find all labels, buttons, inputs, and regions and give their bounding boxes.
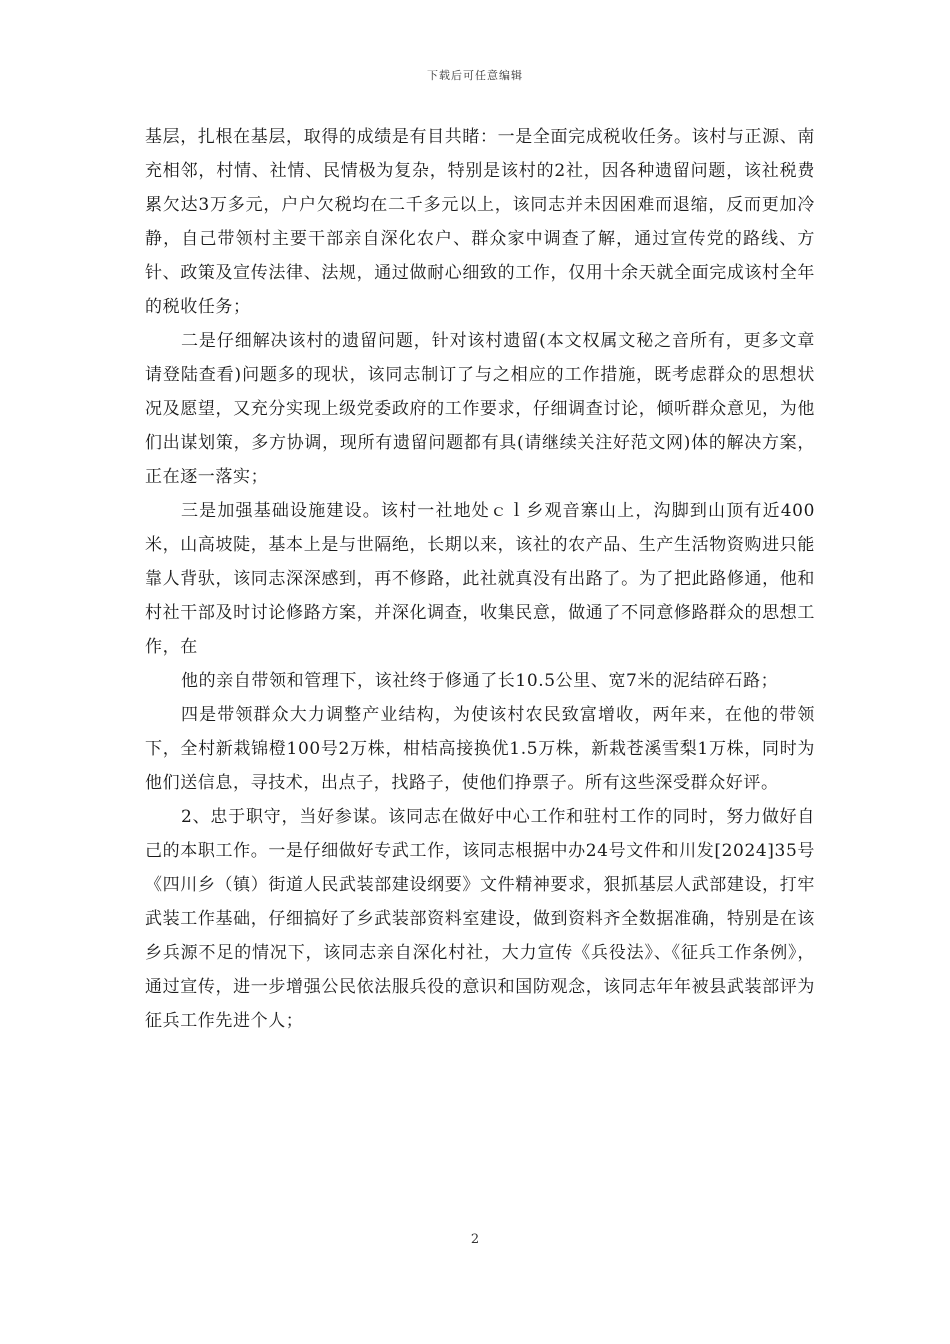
paragraph-5: 四是带领群众大力调整产业结构，为使该村农民致富增收，两年来，在他的带领下，全村新栽锦橙100号2万株，柑桔高接换优1.5万株，新栽苍溪雪梨1万株，同时为他们送信息，寻技术，出点子，找路子，使他们挣票子。所有这些深受群众好评。 — [145, 705, 815, 793]
paragraph-4: 他的亲自带领和管理下，该社终于修通了长10.5公里、宽7米的泥结碎石路； — [181, 671, 779, 691]
page-number: 2 — [470, 1232, 480, 1247]
page-header: 下载后可任意编辑 — [427, 69, 523, 82]
paragraph-2: 二是仔细解决该村的遗留问题，针对该村遗留(本文权属文秘之音所有，更多文章请登陆查看)问题多的现状，该同志制订了与之相应的工作措施，既考虑群众的思想状况及愿望，又充分实现上级党委政府的工作要求，仔细调查讨论，倾听群众意见，为他们出谋划策，多方协调，现所有遗留问题都有具(请继续关注好范文网)体的解决方案，正在逐一落实； — [145, 331, 815, 487]
paragraph-3: 三是加强基础设施建设。该村一社地处ｃｌ乡观音寨山上，沟脚到山顶有近400米，山高坡陡，基本上是与世隔绝，长期以来，该社的农产品、生产生活物资购进只能靠人背驮，该同志深深感到，再不修路，此社就真没有出路了。为了把此路修通，他和村社干部及时讨论修路方案，并深化调查，收集民意，做通了不同意修路群众的思想工作，在 — [145, 501, 815, 657]
document-body — [145, 120, 815, 1038]
paragraph-1: 基层，扎根在基层，取得的成绩是有目共睹：一是全面完成税收任务。该村与正源、南充相邻，村情、社情、民情极为复杂，特别是该村的2社，因各种遗留问题，该社税费累欠达3万多元，户户欠税均在二千多元以上，该同志并未因困难而退缩，反而更加冷静，自己带领村主要干部亲自深化农户、群众家中调查了解，通过宣传党的路线、方针、政策及宣传法律、法规，通过做耐心细致的工作，仅用十余天就全面完成该村全年的税收任务； — [145, 127, 815, 317]
paragraph-6: 2、忠于职守，当好参谋。该同志在做好中心工作和驻村工作的同时，努力做好自己的本职工作。一是仔细做好专武工作，该同志根据中办24号文件和川发[2024]35号《四川乡（镇）街道人民武装部建设纲要》文件精神要求，狠抓基层人武部建设，打牢武装工作基础，仔细搞好了乡武装部资料室建设，做到资料齐全数据准确，特别是在该乡兵源不足的情况下，该同志亲自深化村社，大力宣传《兵役法》、《征兵工作条例》，通过宣传，进一步增强公民依法服兵役的意识和国防观念，该同志年年被县武装部评为征兵工作先进个人； — [145, 807, 815, 1031]
